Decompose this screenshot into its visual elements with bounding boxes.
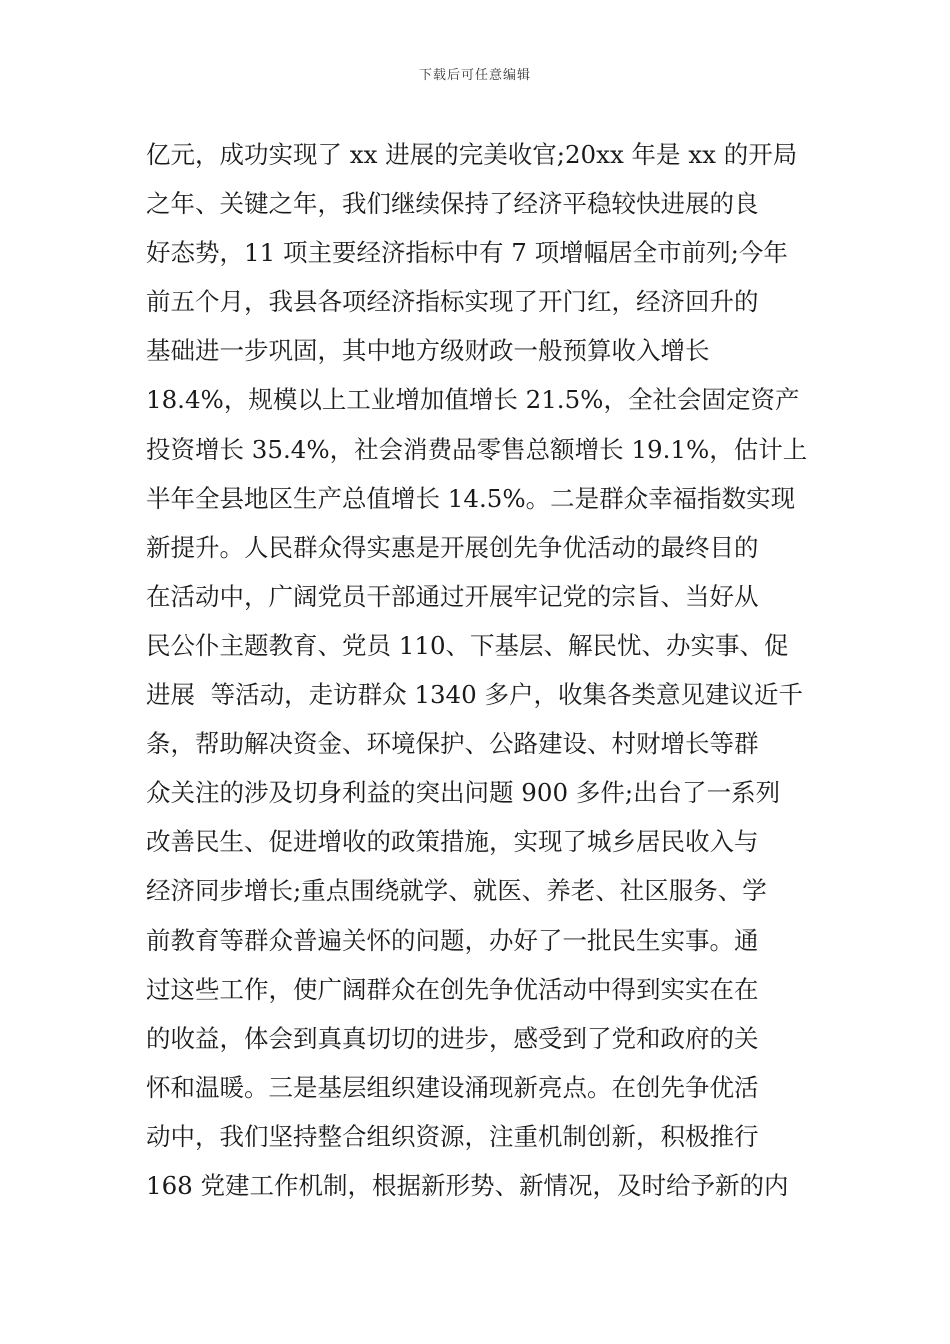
- text-line: 18.4%，规模以上工业增加值增长 21.5%，全社会固定资产: [146, 385, 800, 415]
- text-line: 进展 等活动，走访群众 1340 多户，收集各类意见建议近千: [146, 680, 803, 710]
- text-line: 投资增长 35.4%，社会消费品零售总额增长 19.1%，估计上: [146, 434, 808, 464]
- text-line: 怀和温暖。三是基层组织建设涌现新亮点。在创先争优活: [146, 1072, 759, 1102]
- page-header: 下载后可任意编辑: [418, 68, 531, 83]
- text-line: 条，帮助解决资金、环境保护、公路建设、村财增长等群: [146, 729, 759, 759]
- text-line: 基础进一步巩固，其中地方级财政一般预算收入增长: [146, 336, 710, 366]
- text-line: 168 党建工作机制，根据新形势、新情况，及时给予新的内: [146, 1170, 789, 1200]
- text-line: 经济同步增长;重点围绕就学、就医、养老、社区服务、学: [146, 876, 767, 906]
- text-line: 前五个月，我县各项经济指标实现了开门红，经济回升的: [146, 287, 759, 317]
- text-line: 在活动中，广阔党员干部通过开展牢记党的宗旨、当好从: [146, 581, 759, 611]
- text-line: 新提升。人民群众得实惠是开展创先争优活动的最终目的: [146, 532, 759, 562]
- text-line: 的收益，体会到真真切切的进步，感受到了党和政府的关: [146, 1023, 759, 1053]
- text-line: 过这些工作，使广阔群众在创先争优活动中得到实实在在: [146, 974, 759, 1004]
- text-line: 半年全县地区生产总值增长 14.5%。二是群众幸福指数实现: [146, 483, 796, 513]
- text-line: 众关注的涉及切身利益的突出问题 900 多件;出台了一系列: [146, 778, 781, 808]
- text-line: 前教育等群众普遍关怀的问题，办好了一批民生实事。通: [146, 925, 759, 955]
- text-line: 改善民生、促进增收的政策措施，实现了城乡居民收入与: [146, 827, 759, 857]
- text-line: 之年、关键之年，我们继续保持了经济平稳较快进展的良: [146, 189, 759, 219]
- text-line: 民公仆主题教育、党员 110、下基层、解民忧、办实事、促: [146, 630, 789, 660]
- text-line: 好态势，11 项主要经济指标中有 7 项增幅居全市前列;今年: [146, 238, 788, 268]
- body-text: [146, 130, 808, 1210]
- text-line: 亿元，成功实现了 xx 进展的完美收官;20xx 年是 xx 的开局: [146, 140, 798, 169]
- text-line: 动中，我们坚持整合组织资源，注重机制创新，积极推行: [146, 1121, 759, 1151]
